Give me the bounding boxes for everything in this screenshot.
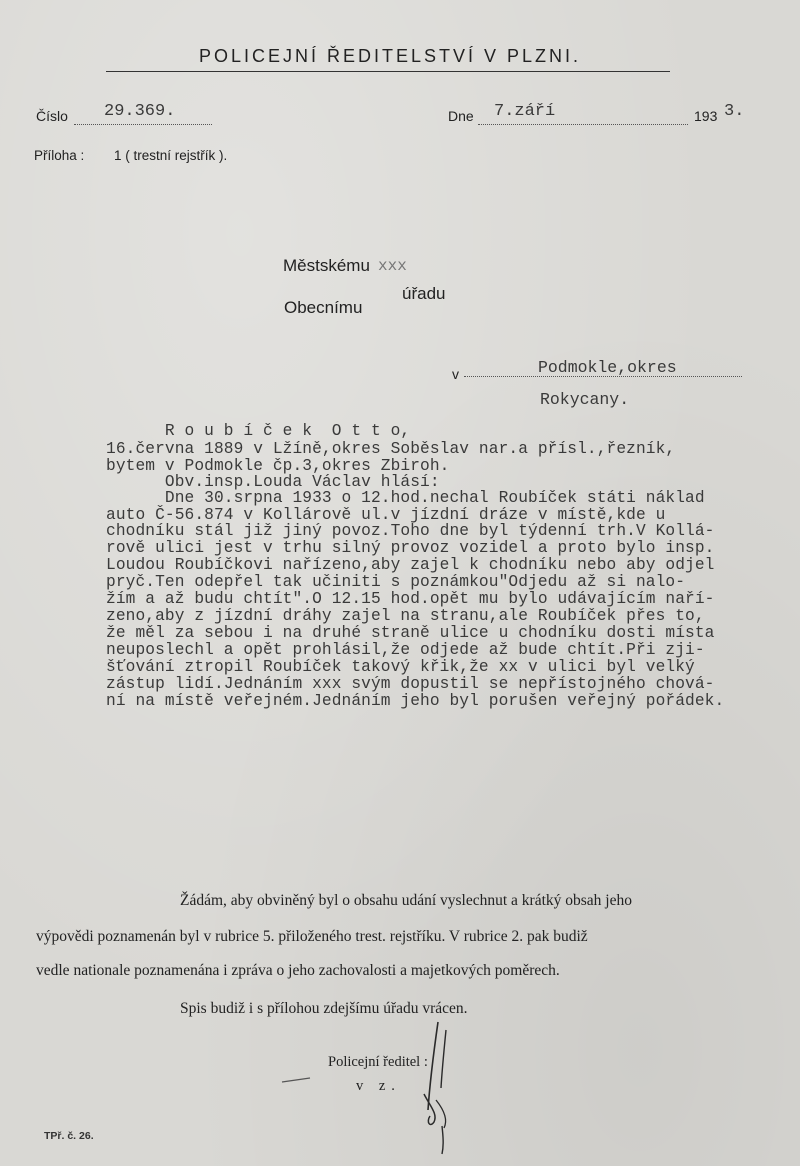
- request-line-1: Žádám, aby obviněný byl o obsahu udání vyslechnut a krátký obsah jeho: [180, 892, 632, 909]
- year-prefix: 193: [694, 108, 718, 124]
- dne-label: Dne: [448, 108, 474, 124]
- cislo-label: Číslo: [36, 108, 68, 124]
- addressee-office: úřadu: [402, 284, 446, 303]
- report-line: neuposlechl a opět prohlásil,že odjede až bude chtít.Při zji-: [106, 641, 705, 659]
- report-line: chodníku stál již jiný povoz.Toho dne byl týdenní trh.V Kollá-: [106, 522, 715, 540]
- attachment-label: Příloha :: [34, 148, 85, 163]
- report-line: auto Č-56.874 v Kollárově ul.v jízdní dráze v místě,kde u: [106, 506, 666, 524]
- report-line: rově ulici jest v trhu silný provoz vozidel a proto bylo insp.: [106, 539, 715, 557]
- cislo-value: 29.369.: [104, 102, 176, 121]
- report-line: R o u b í č e k O t t o,: [106, 422, 411, 440]
- place-line1: Podmokle,okres: [538, 358, 677, 377]
- form-code: TPř. č. 26.: [44, 1130, 94, 1142]
- letterhead-rule: [106, 71, 670, 72]
- signature-title: Policejní ředitel :: [328, 1054, 428, 1070]
- report-line: bytem v Podmokle čp.3,okres Zbiroh.: [106, 457, 450, 475]
- cislo-dotline: [74, 124, 212, 125]
- year-suffix: 3.: [724, 102, 745, 121]
- addressee-strikeout: xxx: [378, 257, 407, 275]
- report-line: Loudou Roubíčkovi nařízeno,aby zajel k chodníku nebo aby odjel: [106, 556, 715, 574]
- addressee-obecnimu: Obecnímu: [284, 298, 363, 317]
- place-v-label: v: [452, 366, 459, 382]
- letterhead-title: POLICEJNÍ ŘEDITELSTVÍ V PLZNI.: [198, 46, 582, 66]
- signature-vz: v z.: [356, 1078, 401, 1094]
- report-line: pryč.Ten odepřel tak učiniti s poznámkou"Odjedu až si nalo-: [106, 573, 686, 591]
- report-line: zástup lidí.Jednáním xxx svým dopustil se nepřístojného chová-: [106, 675, 715, 693]
- request-line-4: Spis budiž i s přílohou zdejšímu úřadu vrácen.: [180, 1000, 468, 1017]
- addressee-mestskemu: Městskému: [283, 256, 370, 275]
- report-line: ní na místě veřejném.Jednáním jeho byl porušen veřejný pořádek.: [106, 692, 725, 710]
- date-dotline: [478, 124, 688, 125]
- report-line: Obv.insp.Louda Václav hlásí:: [106, 473, 440, 491]
- report-line: zeno,aby z jízdní dráhy zajel na stranu,ale Roubíček přes to,: [106, 607, 705, 625]
- report-line: že měl za sebou i na druhé straně ulice u chodníku dosti místa: [106, 624, 715, 642]
- pen-mark: [280, 1070, 320, 1090]
- report-line: Dne 30.srpna 1933 o 12.hod.nechal Roubíček státi náklad: [106, 489, 705, 507]
- request-line-2: výpovědi poznamenán byl v rubrice 5. přiloženého trest. rejstříku. V rubrice 2. pak budiž: [36, 928, 588, 945]
- place-line2: Rokycany.: [540, 390, 630, 409]
- request-line-3: vedle nationale poznamenána i zpráva o jeho zachovalosti a majetkových poměrech.: [36, 962, 560, 979]
- handwritten-signature: [400, 1010, 480, 1160]
- report-line: žím a až budu chtít".O 12.15 hod.opět mu bylo udávajícím naří-: [106, 590, 715, 608]
- report-line: šťování ztropil Roubíček takový křik,že xx v ulici byl velký: [106, 658, 695, 676]
- report-line: 16.června 1889 v Lžíně,okres Soběslav nar.a přísl.,řezník,: [106, 440, 676, 458]
- date-value: 7.září: [494, 102, 556, 121]
- attachment-value: 1 ( trestní rejstřík ).: [114, 148, 228, 163]
